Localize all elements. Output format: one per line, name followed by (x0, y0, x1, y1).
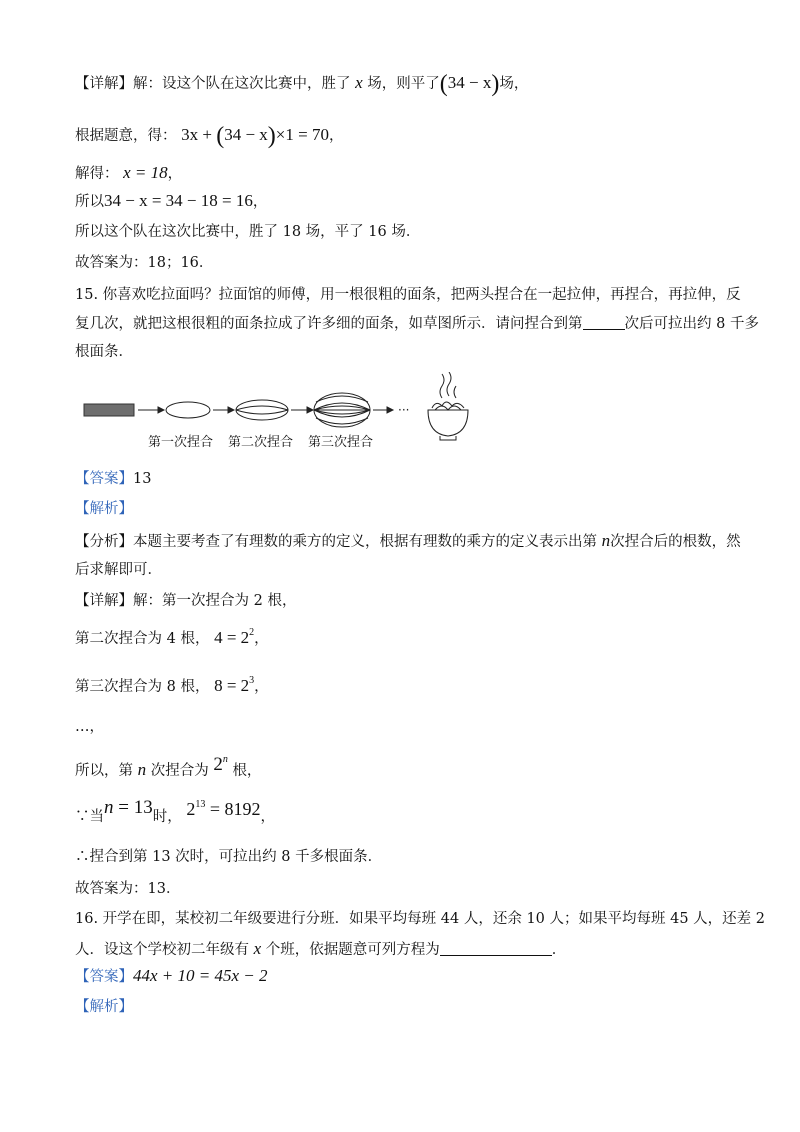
question-16-line-1: 16. 开学在即，某校初二年级要进行分班．如果平均每班 44 人，还余 10 人；如果平均每班 45 人，还差 2 (75, 911, 766, 927)
question-15-line-1: 15. 你喜欢吃拉面吗？拉面馆的师傅，用一根很粗的面条，把两头捏合在一起拉伸，再捏合，再拉伸，反 (75, 287, 741, 303)
analysis-line-2: 后求解即可． (75, 562, 162, 578)
loop-3 (314, 393, 370, 427)
detail-tag: 【详解】 (75, 76, 133, 92)
answer-blank (583, 315, 625, 330)
caption-2: 第二次捏合 (228, 435, 294, 450)
therefore-line: ∴捏合到第 13 次时，可拉出约 8 千多根面条． (75, 849, 383, 865)
caption-3: 第三次捏合 (308, 435, 374, 450)
loop-1 (166, 402, 210, 418)
so-line: 所以34 − x = 34 − 18 = 16， (75, 191, 268, 210)
because-line: ∵当n = 13时， $2^{13} = 8192$， (75, 797, 275, 825)
detail-15-line-2: 第二次捏合为 4 根， $4 = 2^2$， (75, 627, 269, 647)
answer-line-14: 故答案为：18；16． (75, 255, 214, 271)
detail-15-line-3: 第三次捏合为 8 根， $8 = 2^3$， (75, 675, 269, 695)
detail-line-1: 【详解】解：设这个队在这次比赛中，胜了 x 场，则平了(34 − x)场， (75, 71, 529, 97)
analysis-tag-16: 【解析】 (75, 999, 133, 1015)
question-15-line-3: 根面条． (75, 344, 133, 360)
solve-line: 解得： x = 18， (75, 163, 183, 182)
question-15-line-2: 复几次，就把这根很粗的面条拉成了许多细的面条，如草图所示．请问捏合到第 次后可拉出约 8 千多 (75, 316, 759, 332)
loop-2 (236, 400, 288, 420)
conclusion-line: 所以这个队在这次比赛中，胜了 18 场，平了 16 场． (75, 224, 421, 240)
noodle-bowl-icon (428, 372, 468, 440)
ellipsis-line: …， (75, 719, 104, 735)
general-term-line: 所以，第 n 次捏合为 2$^n$ 根， (75, 754, 262, 779)
equation-line: 根据题意，得： 3x + (34 − x)×1 = 70， (75, 123, 344, 149)
question-16-line-2: 人．设这个学校初二年级有 x 个班，依据题意可列方程为 ． (75, 939, 567, 958)
caption-1: 第一次捏合 (148, 435, 214, 450)
detail-15-line-1: 【详解】解：第一次捏合为 2 根， (75, 593, 297, 609)
noodle-figure (80, 372, 500, 462)
answer-line-15: 故答案为：13． (75, 881, 181, 897)
answer-16: 【答案】44x + 10 = 45x − 2 (75, 966, 268, 985)
figure-dots: ··· (398, 403, 410, 417)
equation: 3x + (34 − x)×1 = 70 (181, 123, 329, 149)
answer-blank-16 (440, 941, 552, 956)
answer-15: 【答案】13 (75, 471, 152, 487)
analysis-tag-15: 【解析】 (75, 501, 133, 517)
analysis-line-1: 【分析】本题主要考查了有理数的乘方的定义，根据有理数的乘方的定义表示出第 n次捏合后的根数，然 (75, 531, 741, 550)
thick-noodle (84, 404, 134, 416)
